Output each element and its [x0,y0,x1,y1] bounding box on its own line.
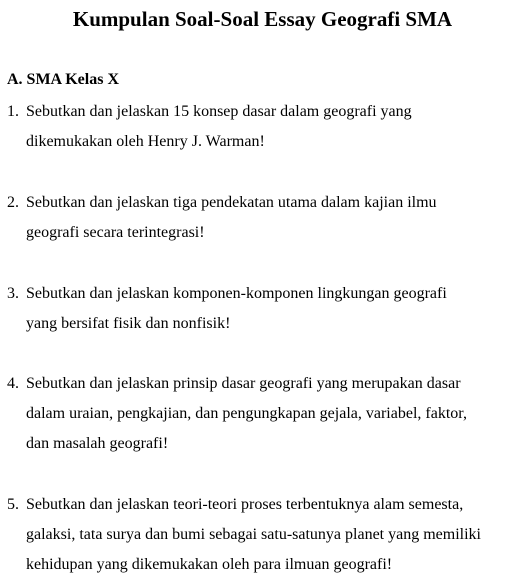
question-number: 2. [7,194,19,211]
question-item [7,279,522,339]
section-heading: A. SMA Kelas X [7,71,119,88]
question-text: Sebutkan dan jelaskan tiga pendekatan utama dalam kajian ilmu geografi secara terintegrasi! [26,194,437,241]
question-number: 4. [7,375,19,392]
document-title: Kumpulan Soal-Soal Essay Geografi SMA [72,7,453,31]
question-item [7,97,522,157]
question-number: 1. [7,103,19,120]
question-item [7,188,522,248]
question-text: Sebutkan dan jelaskan 15 konsep dasar dalam geografi yang dikemukakan oleh Henry J. Warman! [26,103,412,150]
question-item [7,369,522,459]
question-number: 3. [7,285,19,302]
question-text: Sebutkan dan jelaskan teori-teori proses terbentuknya alam semesta, galaksi, tata surya dan bumi sebagai satu-satunya planet yang memiliki kehidupan yang dikemukakan oleh para ilmuan geografi! [26,496,481,573]
question-text: Sebutkan dan jelaskan prinsip dasar geografi yang merupakan dasar dalam uraian, pengkajian, dan pengungkapan gejala, variabel, faktor, dan masalah geografi! [26,375,467,452]
question-number: 5. [7,496,19,513]
question-text: Sebutkan dan jelaskan komponen-komponen lingkungan geografi yang bersifat fisik dan nonfisik! [26,285,447,332]
question-item [7,490,522,580]
